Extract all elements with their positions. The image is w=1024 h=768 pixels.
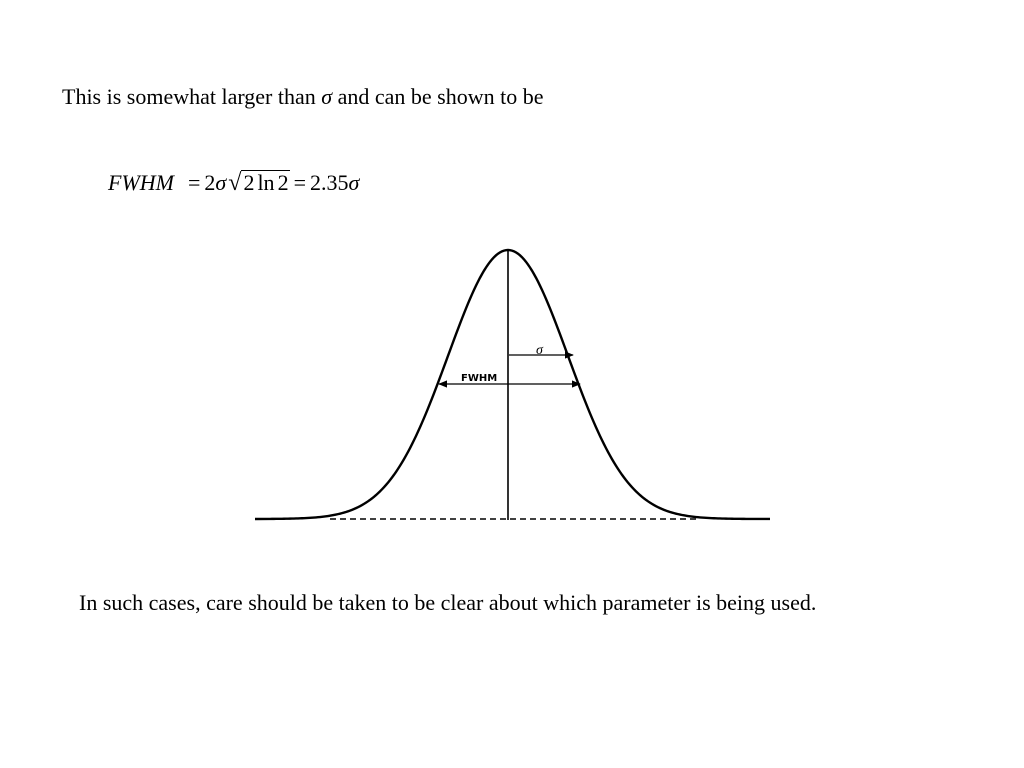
radicand-two: 2 [243, 170, 255, 195]
closing-text: In such cases, care should be taken to be clear about which parameter is being used. [79, 590, 817, 615]
intro-text-after: and can be shown to be [332, 84, 544, 109]
radicand-two-b: 2 [277, 170, 289, 195]
intro-text [62, 84, 544, 110]
sigma-label: σ [536, 343, 543, 358]
formula-coefficient: 2 [204, 170, 216, 195]
formula-square-root [226, 170, 289, 197]
formula-lhs: FWHM [108, 170, 174, 195]
gaussian-diagram [240, 236, 790, 536]
intro-text-before: This is somewhat larger than [62, 84, 322, 109]
formula-equals: = [187, 170, 201, 195]
radical-sign: √ [228, 170, 242, 196]
sigma-symbol: σ [321, 84, 333, 109]
formula-equals-2: = [293, 170, 306, 195]
radicand [241, 170, 289, 194]
formula-value: 2.35 [309, 170, 349, 195]
formula-sigma-2: σ [348, 170, 360, 195]
fwhm-label: FWHM [461, 373, 498, 384]
formula-sigma: σ [215, 170, 227, 195]
fwhm-formula [108, 170, 359, 197]
gaussian-svg [240, 236, 790, 536]
radicand-ln: ln [257, 170, 275, 195]
